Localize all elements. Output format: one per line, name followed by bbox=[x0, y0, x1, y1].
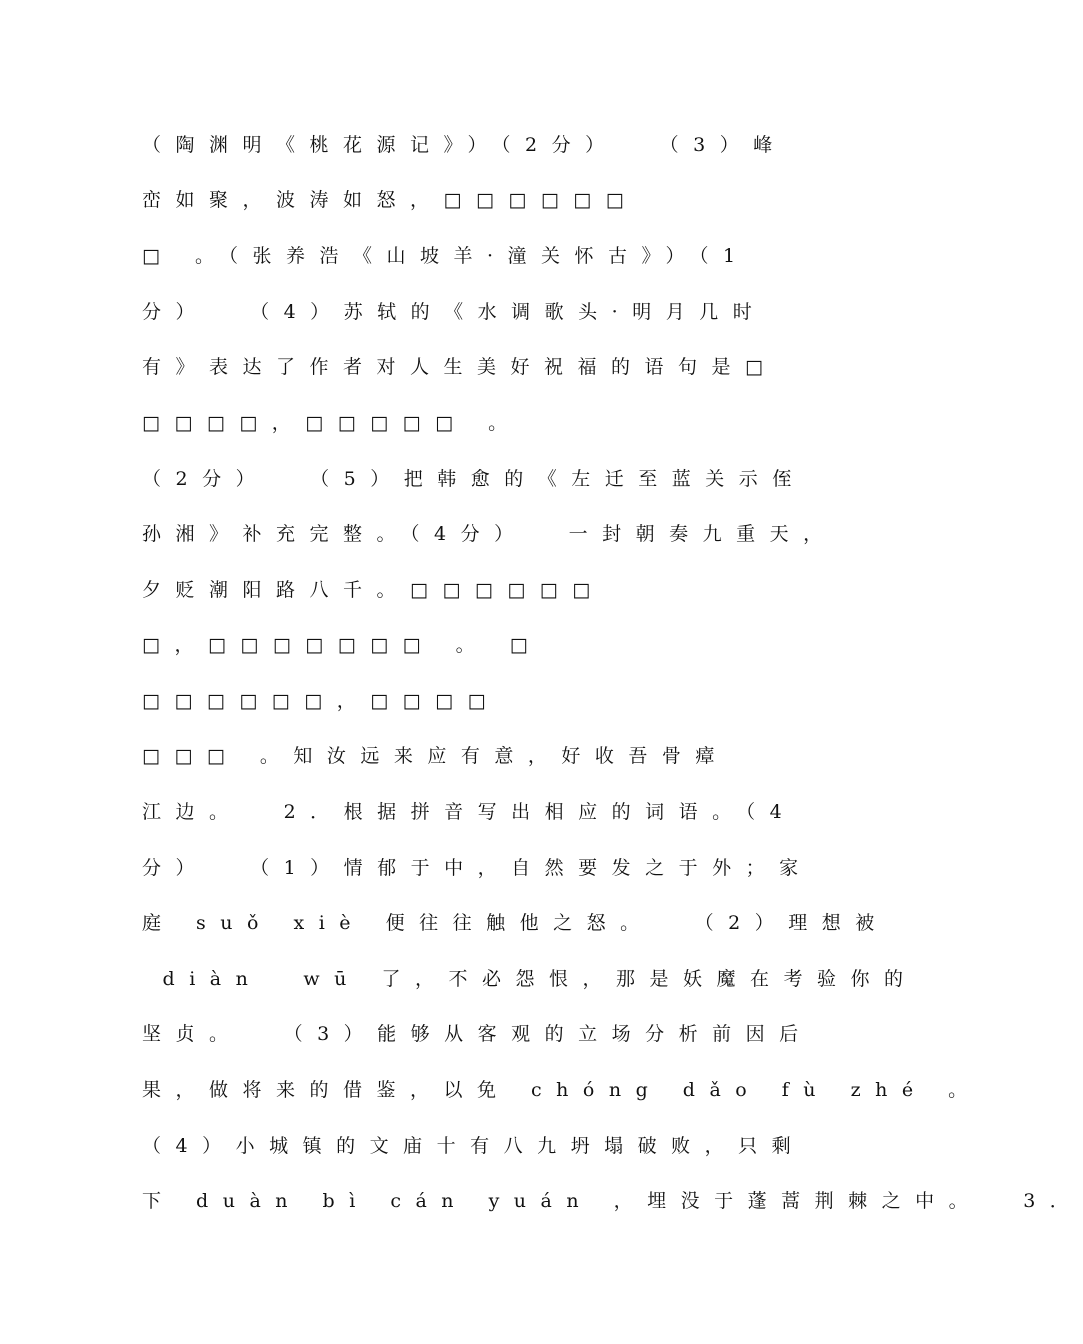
text-line: 分） （4）苏轼的《水调歌头·明月几时 bbox=[142, 301, 767, 323]
text-line: （陶渊明《桃花源记》）（2分） （3）峰 bbox=[142, 134, 787, 156]
text-line: □□□□□□，□□□□ bbox=[142, 690, 501, 712]
text-line: 孙湘》补充完整。（4分） 一封朝奏九重天， bbox=[142, 523, 837, 545]
text-line: 分） （1）情郁于中，自然要发之于外；家 bbox=[142, 857, 813, 879]
text-line: 庭 suǒ xiè 便往往触他之怒。 （2）理想被 bbox=[142, 912, 889, 934]
text-line: □□□□，□□□□□ 。 bbox=[142, 412, 522, 434]
text-line: □，□□□□□□□ 。 □ bbox=[142, 634, 543, 656]
text-line: 峦如聚，波涛如怒，□□□□□□ bbox=[142, 189, 639, 211]
text-line: 江边。 2．根据拼音写出相应的词语。（4 bbox=[142, 801, 797, 823]
text-line: （4）小城镇的文庙十有八九坍塌破败，只剩 bbox=[142, 1135, 806, 1157]
text-line: 夕贬潮阳路八千。□□□□□□ bbox=[142, 579, 605, 601]
text-line: diàn wū 了，不必怨恨，那是妖魔在考验你的 bbox=[142, 968, 918, 990]
text-line: 有》表达了作者对人生美好祝福的语句是□ bbox=[142, 356, 778, 378]
text-line: 下 duàn bì cán yuán ，埋没于蓬蒿荆棘之中。 3． bbox=[142, 1190, 1083, 1212]
text-line: □□□ 。知汝远来应有意，好收吾骨瘴 bbox=[142, 745, 729, 767]
text-line: 果，做将来的借鉴，以免 chóng dǎo fù zhé 。 bbox=[142, 1079, 982, 1101]
text-line: （2分） （5）把韩愈的《左迁至蓝关示侄 bbox=[142, 468, 806, 490]
text-line: □ 。（张养浩《山坡羊·潼关怀古》）（1 bbox=[142, 245, 750, 267]
text-line: 坚贞。 （3）能够从客观的立场分析前因后 bbox=[142, 1023, 813, 1045]
